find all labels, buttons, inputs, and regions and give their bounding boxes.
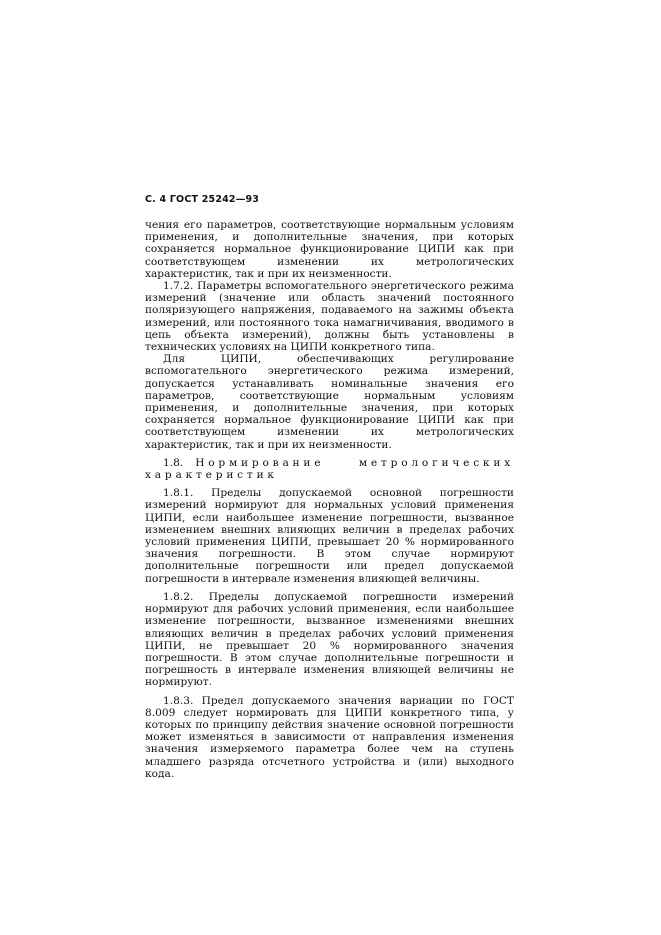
paragraph-1-8-1: 1.8.1. Пределы допускаемой основной погрешности измерений нормируют для нормальных условий применения ЦИПИ, если наибольшее изменение погрешности, вызванное изменением внешних влияющих величин в пределах рабочих условий применения ЦИПИ, превышает 20 % нормированного значения погрешности. В этом случае нормируют дополнительные погрешности или предел допускаемой погрешности в интервале изменения влияющей величины.	[145, 487, 514, 585]
section-title: Нормирование метрологических характеристик	[145, 456, 514, 482]
document-body	[145, 219, 514, 780]
document-page	[145, 194, 514, 780]
section-number: 1.8.	[163, 456, 184, 469]
paragraph-ecipi-regulation: Для ЦИПИ, обеспечивающих регулирование вспомогательного энергетического режима измерений, допускается устанавливать номинальные значения его параметров, соответствующие нормальным условиям применения, и дополнительные значения, при которых сохраняется нормальное функционирование ЦИПИ как при соответствующем изменении их метрологических характеристик, так и при их неизменности.	[145, 353, 514, 451]
page-header: С. 4 ГОСТ 25242—93	[145, 194, 260, 205]
paragraph-1-8-2: 1.8.2. Пределы допускаемой погрешности измерений нормируют для рабочих условий применения, если наибольшее изменение погрешности, вызванное изменениями внешних влияющих величин в пределах рабочих условий применения ЦИПИ, не превышает 20 % нормированного значения погрешности. В этом случае дополнительные погрешности и погрешность в интервале изменения влияющей величины не нормируют.	[145, 590, 514, 689]
paragraph-continuation: чения его параметров, соответствующие нормальным условиям применения, и дополнительные значения, при которых сохраняется нормальное функционирование ЦИПИ как при соответствующем изменении их метрологических характеристик, так и при их неизменности.	[145, 219, 514, 280]
section-heading	[145, 457, 514, 481]
paragraph-1-8-3: 1.8.3. Предел допускаемого значения вариации по ГОСТ 8.009 следует нормировать для ЦИПИ конкретного типа, у которых по принципу действия значение основной погрешности может изменяться в зависимости от направления изменения значения измеряемого параметра более чем на ступень младшего разряда отсчетного устройства и (или) выходного кода.	[145, 694, 514, 780]
paragraph-1-7-2: 1.7.2. Параметры вспомогательного энергетического режима измерений (значение или область значений постоянного поляризующего напряжения, подаваемого на зажимы объекта измерений, или постоянного тока намагничивания, вводимого в цепь объекта измерений), должны быть установлены в технических условиях на ЦИПИ конкретного типа.	[145, 280, 514, 354]
